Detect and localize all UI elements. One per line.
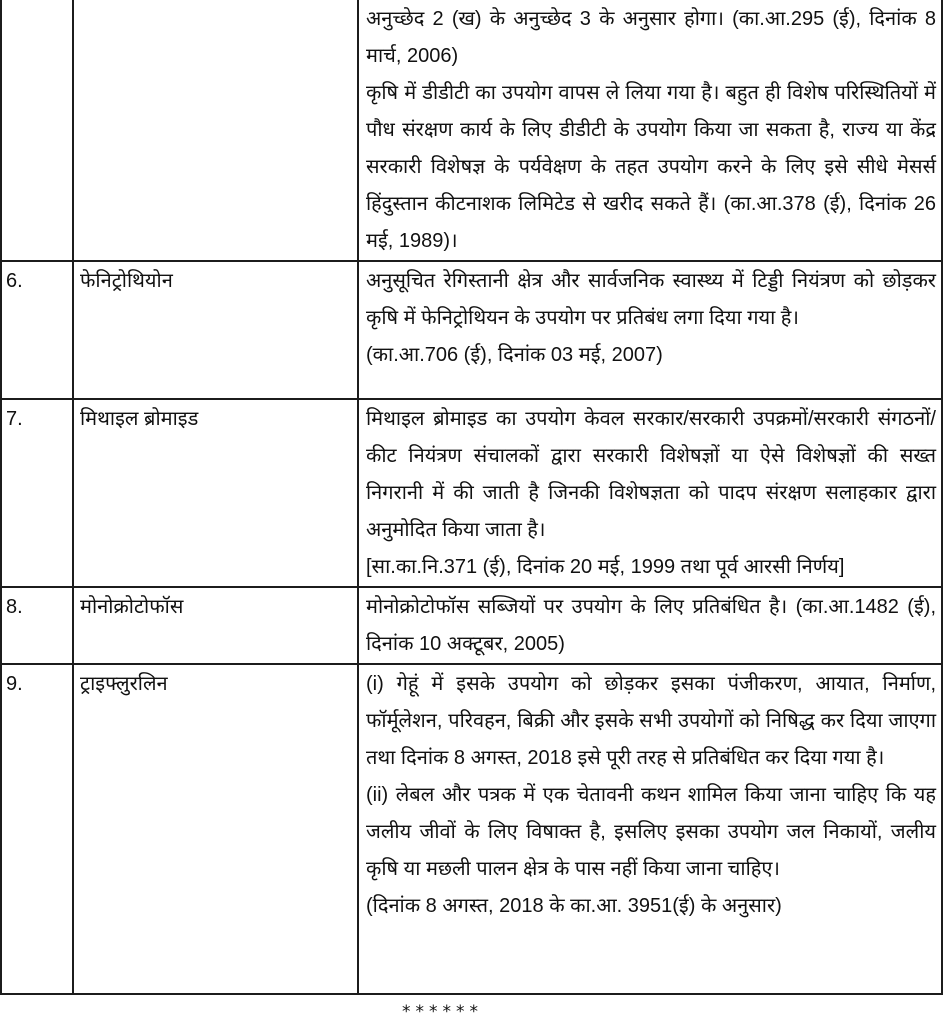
serial-cell: 7. xyxy=(1,399,73,587)
table-row xyxy=(1,399,942,587)
substance-name-cell: ट्राइफ्लुरलिन xyxy=(73,664,358,994)
serial-cell: 6. xyxy=(1,261,73,399)
description-paragraph: कृषि में डीडीटी का उपयोग वापस ले लिया गया है। बहुत ही विशेष परिस्थितियों में पौध संरक्षण कार्य के लिए डीडीटी के उपयोग किया जा सकता है, राज्य या केंद्र सरकारी विशेषज्ञ के पर्यवेक्षण के तहत उपयोग करने के लिए इसे सीधे मेसर्स हिंदुस्तान कीटनाशक लिमिटेड से खरीद सकते हैं। (का.आ.378 (ई), दिनांक 26 मई, 1989)। xyxy=(366,82,936,252)
table-row xyxy=(1,261,942,399)
end-of-document-asterisks: ****** xyxy=(402,1002,483,1022)
substance-name-cell xyxy=(73,0,358,261)
substance-name-cell: फेनिट्रोथियोन xyxy=(73,261,358,399)
description-paragraph: मिथाइल ब्रोमाइड का उपयोग केवल सरकार/सरकारी उपक्रमों/सरकारी संगठनों/कीट नियंत्रण संचालकों द्वारा सरकारी विशेषज्ञों या ऐसे विशेषज्ञों की सख्त निगरानी में की जाती है जिनकी विशेषज्ञता को पादप संरक्षण सलाहकार द्वारा अनुमोदित किया जाता है। xyxy=(366,408,936,541)
description-paragraph: अनुसूचित रेगिस्तानी क्षेत्र और सार्वजनिक स्वास्थ्य में टिड्डी नियंत्रण को छोड़कर कृषि में फेनिट्रोथियन के उपयोग पर प्रतिबंध लगा दिया गया है। xyxy=(366,270,936,329)
description-paragraph: (दिनांक 8 अगस्त, 2018 के का.आ. 3951(ई) के अनुसार) xyxy=(366,895,782,917)
description-cell xyxy=(358,664,942,994)
description-paragraph: (का.आ.706 (ई), दिनांक 03 मई, 2007) xyxy=(366,344,663,366)
serial-cell: 8. xyxy=(1,587,73,664)
description-paragraph: मोनोक्रोटोफॉस सब्जियों पर उपयोग के लिए प्रतिबंधित है। (का.आ.1482 (ई), दिनांक 10 अक्टूबर, 2005) xyxy=(366,596,936,655)
description-paragraph: (i) गेहूं में इसके उपयोग को छोड़कर इसका पंजीकरण, आयात, निर्माण, फॉर्मूलेशन, परिवहन, बिक्री और इसके सभी उपयोगों को निषिद्ध कर दिया जाएगा तथा दिनांक 8 अगस्त, 2018 इसे पूरी तरह से प्रतिबंधित कर दिया गया है। xyxy=(366,673,936,769)
description-paragraph: [सा.का.नि.371 (ई), दिनांक 20 मई, 1999 तथा पूर्व आरसी निर्णय] xyxy=(366,556,845,578)
description-paragraph: अनुच्छेद 2 (ख) के अनुच्छेद 3 के अनुसार होगा। (का.आ.295 (ई), दिनांक 8 मार्च, 2006) xyxy=(366,8,936,67)
serial-cell xyxy=(1,0,73,261)
description-cell xyxy=(358,399,942,587)
substance-name-cell: मिथाइल ब्रोमाइड xyxy=(73,399,358,587)
table-row xyxy=(1,587,942,664)
description-paragraph: (ii) लेबल और पत्रक में एक चेतावनी कथन शामिल किया जाना चाहिए कि यह जलीय जीवों के लिए विषाक्त है, इसलिए इसका उपयोग जल निकायों, जलीय कृषि या मछली पालन क्षेत्र के पास नहीं किया जाना चाहिए। xyxy=(366,784,936,880)
table-row xyxy=(1,664,942,994)
description-cell xyxy=(358,587,942,664)
serial-cell: 9. xyxy=(1,664,73,994)
substance-name-cell: मोनोक्रोटोफॉस xyxy=(73,587,358,664)
description-cell xyxy=(358,261,942,399)
description-cell xyxy=(358,0,942,261)
table-row xyxy=(1,0,942,261)
